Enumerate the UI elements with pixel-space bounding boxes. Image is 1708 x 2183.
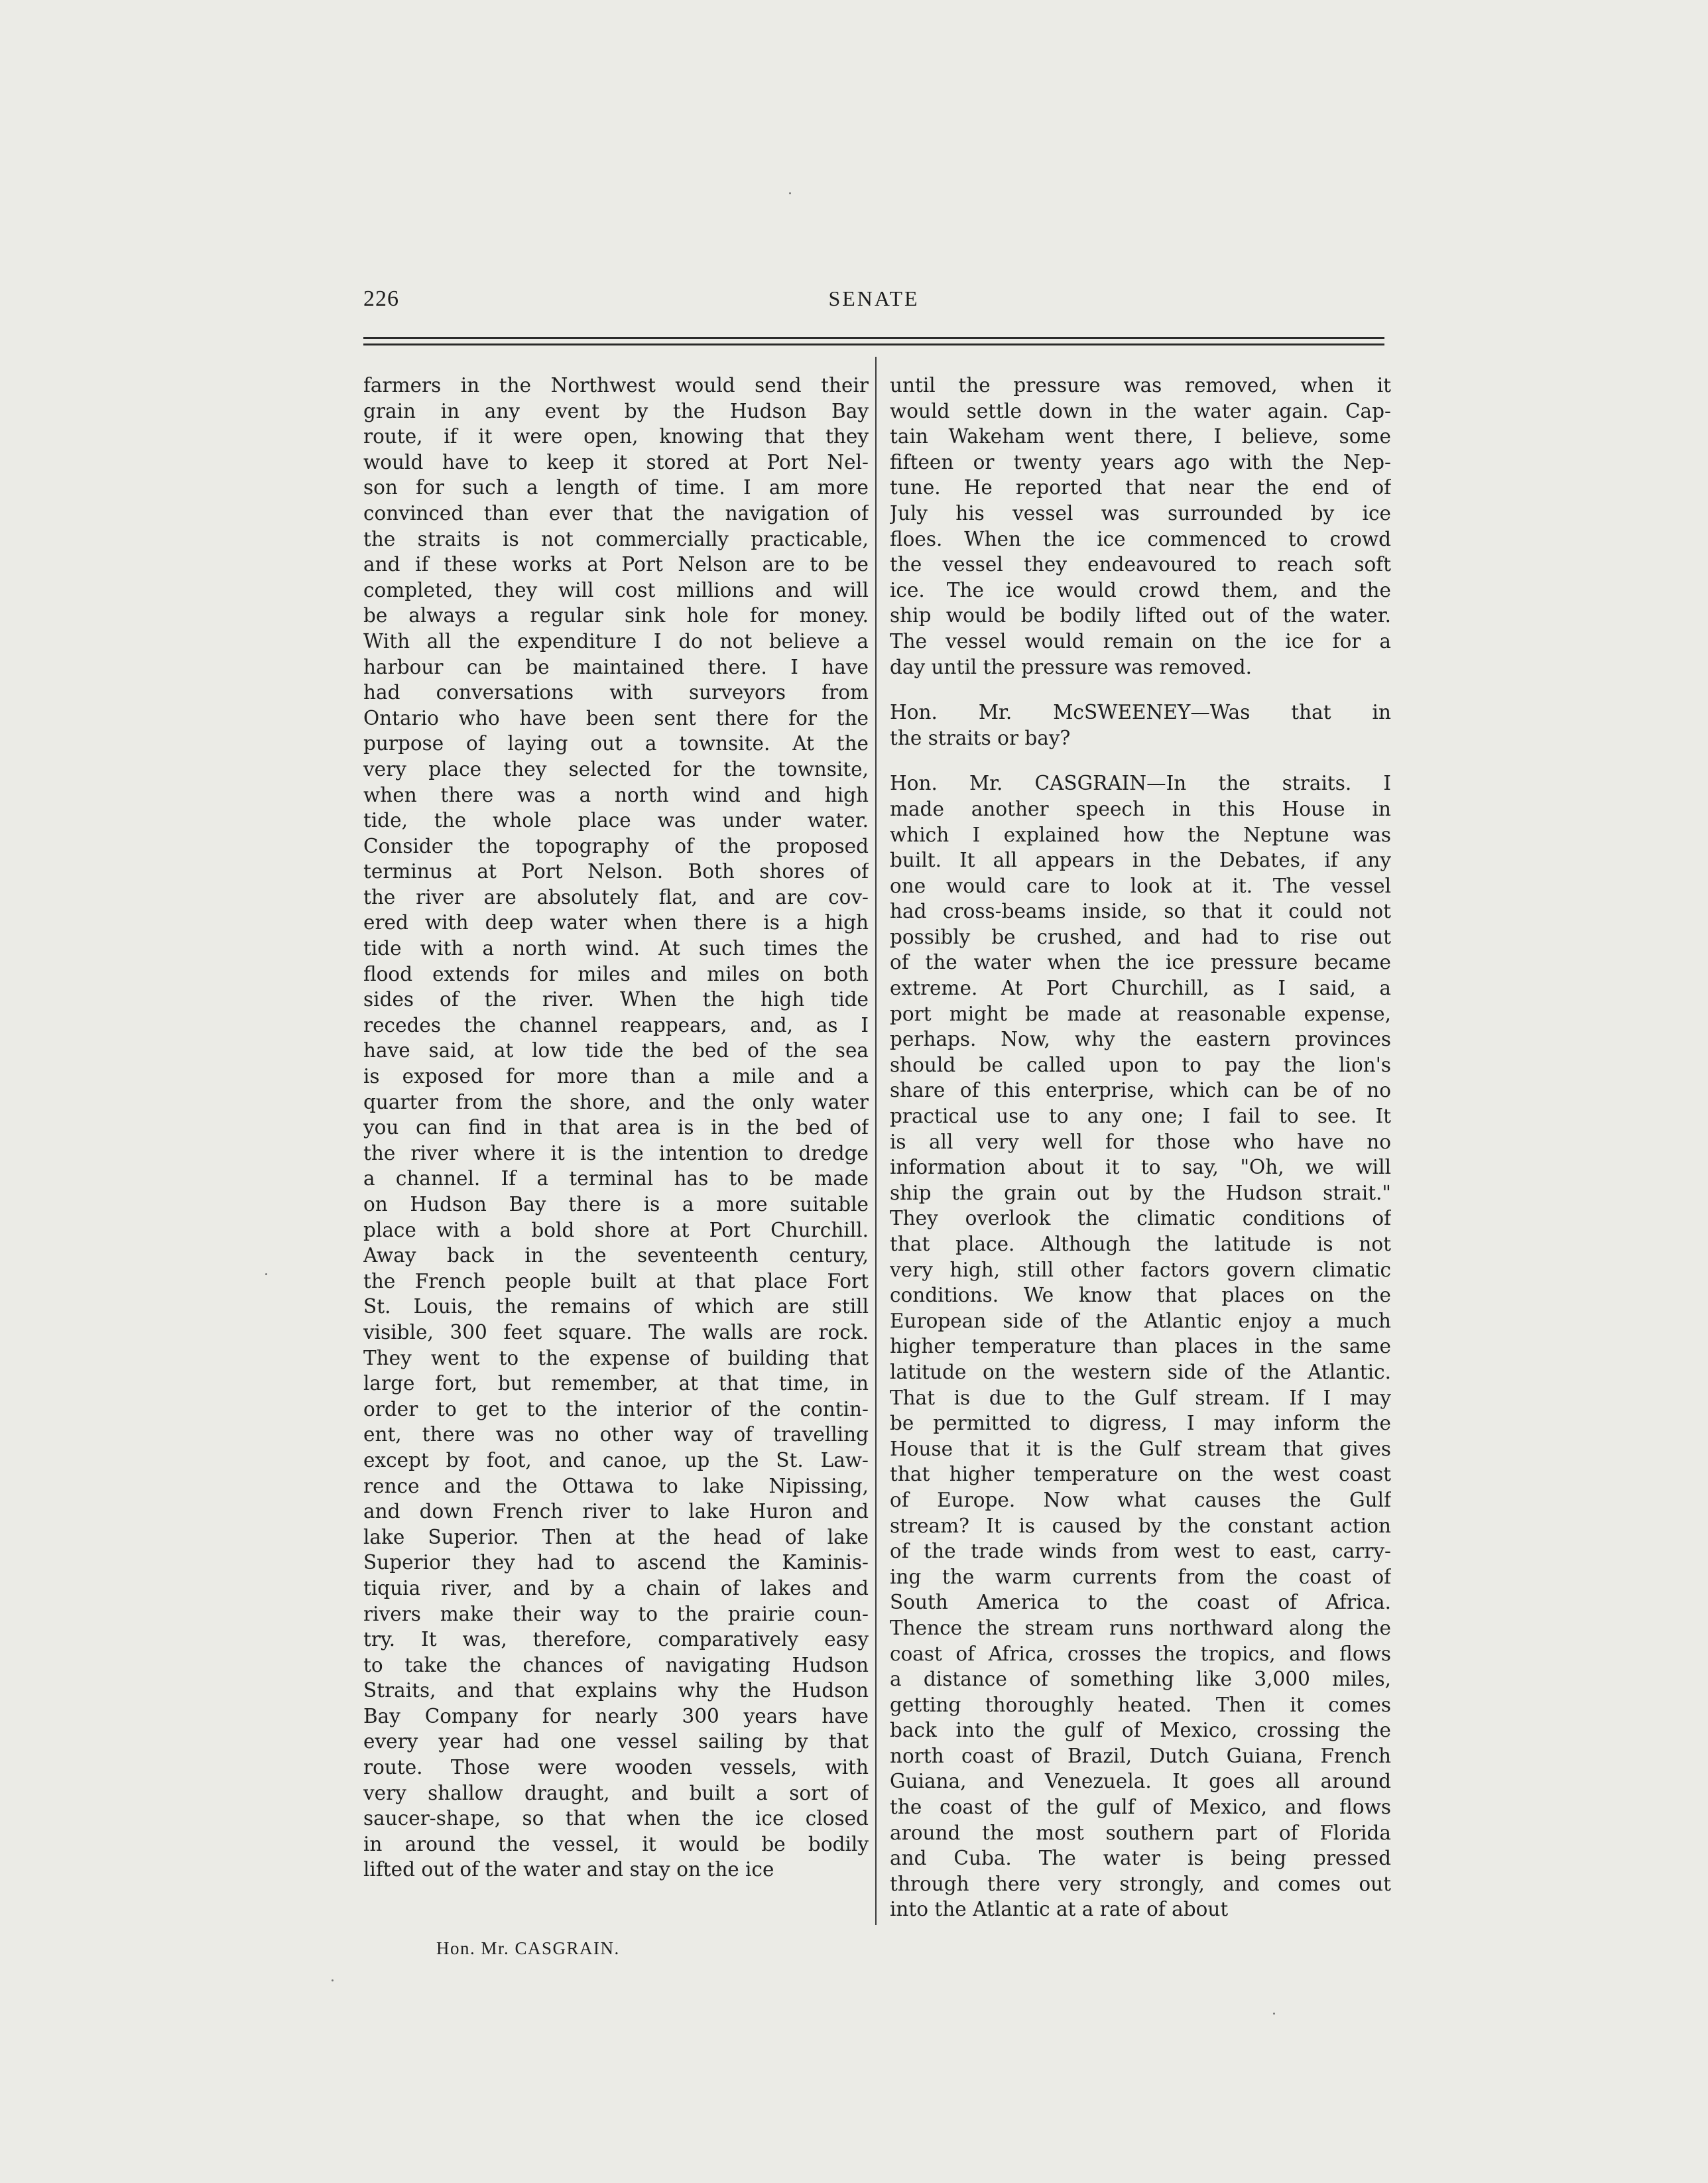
- text-line: every year had one vessel sailing by that: [363, 1730, 869, 1753]
- text-line: practical use to any one; I fail to see. It: [890, 1105, 1391, 1128]
- text-line: one would care to look at it. The vessel: [890, 874, 1391, 897]
- text-line: rivers make their way to the prairie coun-: [363, 1602, 869, 1625]
- text-line: harbour can be maintained there. I have: [363, 655, 869, 678]
- text-line: lifted out of the water and stay on the ice: [363, 1858, 774, 1881]
- text-line: the river are absolutely flat, and are cov-: [363, 885, 869, 908]
- text-line: With all the expenditure I do not believe a: [363, 629, 869, 653]
- text-line: very shallow draught, and built a sort of: [363, 1781, 869, 1804]
- text-line: tide, the whole place was under water.: [363, 809, 869, 832]
- text-line: the river where it is the intention to dredge: [363, 1141, 869, 1164]
- text-line: very high, still other factors govern climatic: [890, 1258, 1391, 1281]
- text-line: that place. Although the latitude is not: [890, 1233, 1391, 1255]
- text-line: to take the chances of navigating Hudson: [363, 1653, 869, 1676]
- text-line: tain Wakeham went there, I believe, some: [890, 425, 1391, 448]
- text-line: the coast of the gulf of Mexico, and flows: [890, 1796, 1391, 1819]
- text-line: except by foot, and canoe, up the St. Law-: [363, 1448, 869, 1471]
- text-line: ship would be bodily lifted out of the water.: [890, 604, 1391, 627]
- text-line: would have to keep it stored at Port Nel-: [363, 450, 869, 473]
- text-line: of the trade winds from west to east, carry-: [890, 1540, 1391, 1563]
- text-line: north coast of Brazil, Dutch Guiana, French: [890, 1744, 1391, 1767]
- text-line: Straits, and that explains why the Hudson: [363, 1679, 869, 1702]
- text-line: sides of the river. When the high tide: [363, 988, 869, 1011]
- text-line: coast of Africa, crosses the tropics, and flows: [890, 1642, 1391, 1665]
- text-line: ing the warm currents from the coast of: [890, 1565, 1391, 1588]
- text-line: perhaps. Now, why the eastern provinces: [890, 1028, 1391, 1051]
- text-line: European side of the Atlantic enjoy a much: [890, 1309, 1391, 1332]
- page-number: 226: [363, 286, 399, 311]
- scan-speck: [332, 1979, 334, 1981]
- header-rule-top: [363, 337, 1384, 339]
- text-line: The vessel would remain on the ice for a: [890, 629, 1391, 653]
- text-line: and Cuba. The water is being pressed: [890, 1847, 1391, 1870]
- right-column: [890, 373, 1391, 1928]
- text-line: Ontario who have been sent there for the: [363, 706, 869, 729]
- text-line: port might be made at reasonable expense,: [890, 1002, 1391, 1025]
- text-line: route, if it were open, knowing that they: [363, 425, 869, 448]
- text-line: a distance of something like 3,000 miles,: [890, 1668, 1391, 1691]
- text-line: had cross-beams inside, so that it could not: [890, 900, 1391, 923]
- text-line: Superior they had to ascend the Kaminis-: [363, 1551, 869, 1574]
- text-line: higher temperature than places in the same: [890, 1335, 1391, 1358]
- text-line: information about it to say, "Oh, we will: [890, 1156, 1391, 1179]
- text-line: grain in any event by the Hudson Bay: [363, 399, 869, 422]
- text-line: tune. He reported that near the end of: [890, 476, 1391, 499]
- text-line: that higher temperature on the west coast: [890, 1463, 1391, 1486]
- text-line: when there was a north wind and high: [363, 783, 869, 806]
- text-line: purpose of laying out a townsite. At the: [363, 732, 869, 755]
- text-line: which I explained how the Neptune was: [890, 823, 1391, 846]
- text-line: getting thoroughly heated. Then it comes: [890, 1693, 1391, 1716]
- text-line: July his vessel was surrounded by ice: [890, 501, 1391, 525]
- text-line: saucer-shape, so that when the ice closed: [363, 1807, 869, 1830]
- text-line: place with a bold shore at Port Churchill.: [363, 1218, 869, 1241]
- text-line: Hon. Mr. CASGRAIN—In the straits. I: [890, 772, 1391, 795]
- scan-speck: [265, 1273, 267, 1275]
- text-line: a channel. If a terminal has to be made: [363, 1167, 869, 1190]
- text-line: is exposed for more than a mile and a: [363, 1065, 869, 1088]
- text-line: and down French river to lake Huron and: [363, 1500, 869, 1523]
- text-line: convinced than ever that the navigation of: [363, 501, 869, 525]
- text-line: rence and the Ottawa to lake Nipissing,: [363, 1474, 869, 1497]
- text-line: ship the grain out by the Hudson strait.": [890, 1181, 1391, 1204]
- text-line: the French people built at that place Fort: [363, 1269, 869, 1292]
- text-line: House that it is the Gulf stream that gives: [890, 1437, 1391, 1460]
- text-line: stream? It is caused by the constant action: [890, 1514, 1391, 1537]
- text-line: the straits or bay?: [890, 726, 1071, 749]
- text-line: until the pressure was removed, when it: [890, 374, 1391, 397]
- text-line: Hon. Mr. McSWEENEY—Was that in: [890, 701, 1391, 724]
- text-line: large fort, but remember, at that time, in: [363, 1372, 869, 1395]
- right-paragraph-2: [890, 700, 1391, 751]
- left-column: [363, 373, 869, 1928]
- text-line: have said, at low tide the bed of the sea: [363, 1039, 869, 1062]
- text-line: day until the pressure was removed.: [890, 655, 1252, 678]
- text-line: possibly be crushed, and had to rise out: [890, 925, 1391, 948]
- text-line: tide with a north wind. At such times the: [363, 937, 869, 960]
- text-line: had conversations with surveyors from: [363, 681, 869, 704]
- text-line: the straits is not commercially practicable,: [363, 527, 869, 550]
- text-line: the vessel they endeavoured to reach soft: [890, 553, 1391, 576]
- text-line: completed, they will cost millions and will: [363, 578, 869, 601]
- text-line: ered with deep water when there is a high: [363, 911, 869, 934]
- footer-speaker: Hon. Mr. CASGRAIN.: [436, 1938, 620, 1958]
- header-rule-bottom: [363, 343, 1384, 345]
- text-line: ent, there was no other way of travelling: [363, 1423, 869, 1446]
- text-line: latitude on the western side of the Atlantic.: [890, 1360, 1391, 1383]
- text-line: St. Louis, the remains of which are still: [363, 1295, 869, 1318]
- text-line: in around the vessel, it would be bodily: [363, 1832, 869, 1855]
- text-line: recedes the channel reappears, and, as I: [363, 1013, 869, 1036]
- text-line: son for such a length of time. I am more: [363, 476, 869, 499]
- column-divider: [875, 357, 877, 1925]
- text-line: made another speech in this House in: [890, 797, 1391, 820]
- text-line: order to get to the interior of the contin-: [363, 1397, 869, 1420]
- text-line: is all very well for those who have no: [890, 1130, 1391, 1153]
- text-line: built. It all appears in the Debates, if any: [890, 849, 1391, 872]
- text-line: extreme. At Port Churchill, as I said, a: [890, 977, 1391, 1000]
- text-line: farmers in the Northwest would send their: [363, 374, 869, 397]
- text-line: fifteen or twenty years ago with the Nep-: [890, 450, 1391, 473]
- text-line: through there very strongly, and comes out: [890, 1872, 1391, 1895]
- right-paragraph-1: [890, 373, 1391, 680]
- right-paragraph-3: [890, 771, 1391, 1922]
- text-line: Away back in the seventeenth century,: [363, 1244, 869, 1267]
- text-line: be always a regular sink hole for money.: [363, 604, 869, 627]
- text-line: Consider the topography of the proposed: [363, 834, 869, 857]
- text-line: and if these works at Port Nelson are to be: [363, 553, 869, 576]
- text-line: Thence the stream runs northward along the: [890, 1616, 1391, 1639]
- text-line: terminus at Port Nelson. Both shores of: [363, 860, 869, 883]
- scan-speck: [1273, 2013, 1275, 2015]
- text-line: South America to the coast of Africa.: [890, 1591, 1391, 1614]
- text-line: That is due to the Gulf stream. If I may: [890, 1386, 1391, 1409]
- text-line: share of this enterprise, which can be of no: [890, 1079, 1391, 1102]
- text-line: They overlook the climatic conditions of: [890, 1207, 1391, 1230]
- text-line: should be called upon to pay the lion's: [890, 1053, 1391, 1076]
- scan-speck: [789, 192, 791, 194]
- text-line: lake Superior. Then at the head of lake: [363, 1525, 869, 1548]
- text-line: flood extends for miles and miles on both: [363, 962, 869, 985]
- text-line: floes. When the ice commenced to crowd: [890, 527, 1391, 550]
- text-line: They went to the expense of building that: [363, 1346, 869, 1369]
- text-line: into the Atlantic at a rate of about: [890, 1898, 1229, 1921]
- text-line: tiquia river, and by a chain of lakes and: [363, 1576, 869, 1599]
- text-line: Guiana, and Venezuela. It goes all around: [890, 1770, 1391, 1793]
- text-line: route. Those were wooden vessels, with: [363, 1756, 869, 1779]
- text-line: back into the gulf of Mexico, crossing the: [890, 1719, 1391, 1742]
- text-line: would settle down in the water again. Cap-: [890, 399, 1391, 422]
- text-line: very place they selected for the townsite,: [363, 757, 869, 780]
- text-line: you can find in that area is in the bed of: [363, 1116, 869, 1139]
- text-line: around the most southern part of Florida: [890, 1821, 1391, 1844]
- text-line: ice. The ice would crowd them, and the: [890, 578, 1391, 601]
- text-line: of the water when the ice pressure became: [890, 951, 1391, 974]
- text-line: Bay Company for nearly 300 years have: [363, 1704, 869, 1727]
- text-line: conditions. We know that places on the: [890, 1284, 1391, 1307]
- text-line: on Hudson Bay there is a more suitable: [363, 1193, 869, 1216]
- text-line: be permitted to digress, I may inform the: [890, 1412, 1391, 1435]
- text-line: of Europe. Now what causes the Gulf: [890, 1488, 1391, 1511]
- text-line: visible, 300 feet square. The walls are rock.: [363, 1320, 869, 1343]
- running-head: SENATE: [828, 286, 920, 310]
- text-line: quarter from the shore, and the only water: [363, 1090, 869, 1113]
- text-line: try. It was, therefore, comparatively easy: [363, 1628, 869, 1651]
- page-header: [363, 286, 1384, 320]
